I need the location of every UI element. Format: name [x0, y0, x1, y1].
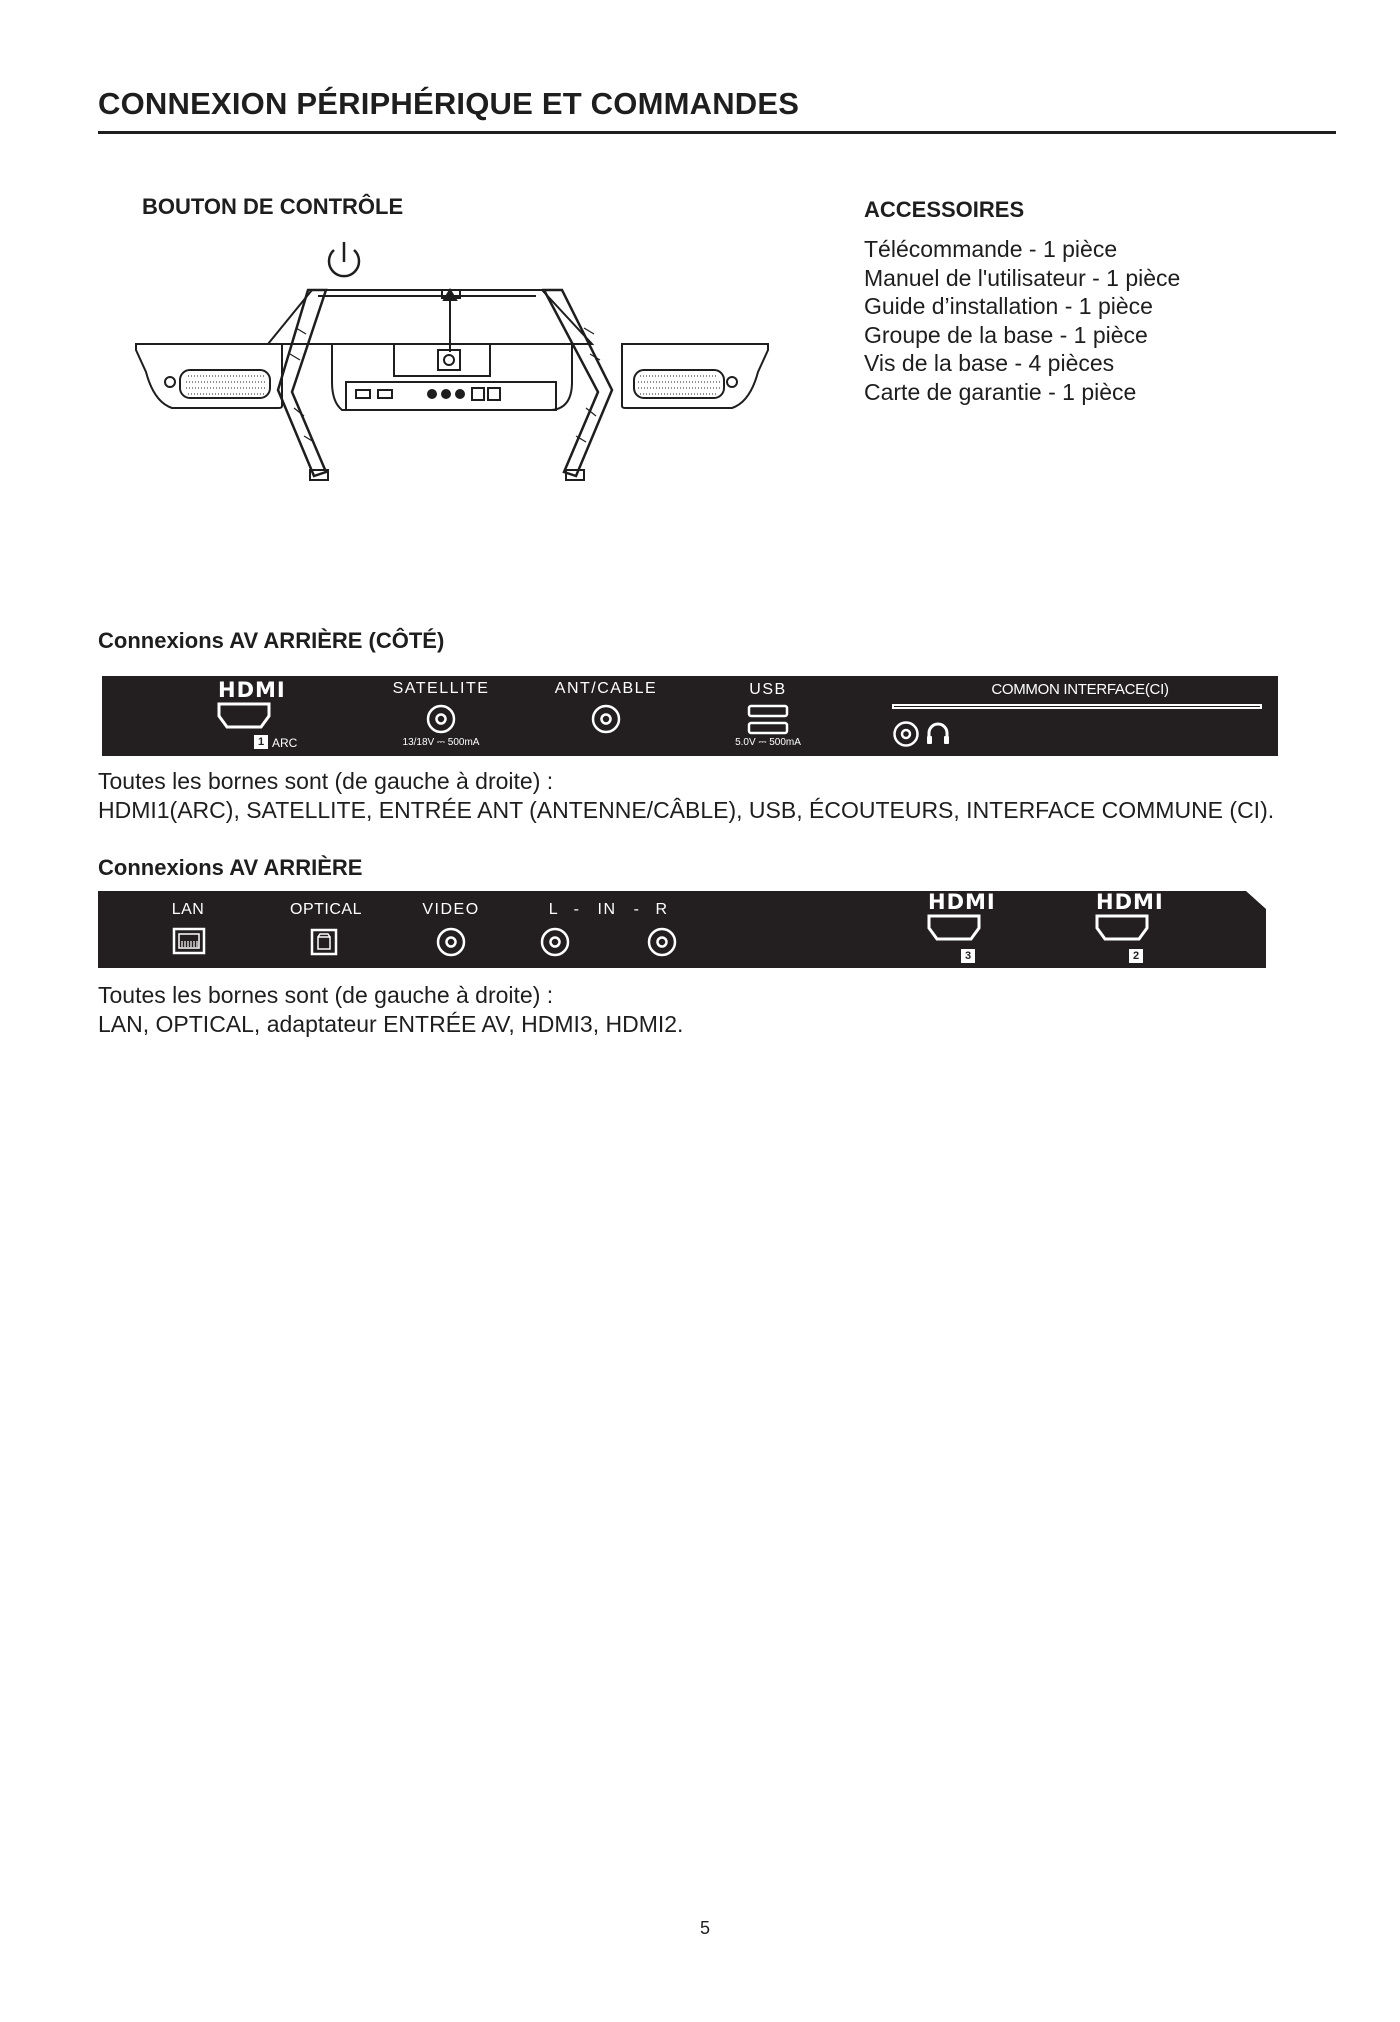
rear-connections-description	[98, 981, 1338, 1038]
hdmi-logo: HDMI	[218, 678, 286, 702]
ci-label: COMMON INTERFACE(CI)	[991, 681, 1169, 698]
lan-label: LAN	[171, 901, 205, 918]
accessories-list	[864, 235, 1180, 406]
rear-connections-heading: Connexions AV ARRIÈRE	[98, 855, 363, 880]
hdmi2-logo: HDMI	[1096, 890, 1164, 914]
hdmi3-port-icon	[926, 912, 982, 944]
control-button-heading: BOUTON DE CONTRÔLE	[142, 194, 404, 219]
optical-port-icon	[310, 928, 338, 956]
usb-label: USB	[749, 681, 787, 698]
audio-left-port-icon	[539, 926, 571, 958]
audio-in-label: IN	[597, 901, 617, 918]
tv-rear-illustration	[132, 232, 772, 484]
hdmi1-number: 1	[254, 735, 268, 749]
accessory-item: Guide d’installation - 1 pièce	[864, 293, 1153, 319]
hdmi1-port-icon	[216, 700, 272, 732]
hdmi2-number: 2	[1129, 949, 1143, 963]
accessory-item: Télécommande - 1 pièce	[864, 236, 1118, 262]
audio-dash: -	[573, 901, 581, 918]
audio-right-port-icon	[646, 926, 678, 958]
audio-dash: -	[633, 901, 641, 918]
side-description-list: HDMI1(ARC), SATELLITE, ENTRÉE ANT (ANTENNE/CÂBLE), USB, ÉCOUTEURS, INTERFACE COMMUNE (CI).	[98, 796, 1275, 823]
audio-right-label: R	[655, 901, 669, 918]
rear-connector-panel	[98, 891, 1268, 968]
ci-slot	[892, 704, 1262, 709]
headphone-jack-icon	[895, 723, 918, 746]
video-label: VIDEO	[422, 901, 480, 918]
satellite-label: SATELLITE	[392, 680, 490, 697]
usb-spec: 5.0V ⎓ 500mA	[735, 737, 801, 748]
ant-cable-label: ANT/CABLE	[554, 680, 658, 697]
ant-cable-port-icon	[590, 703, 622, 735]
side-connections-description	[98, 767, 1338, 824]
rear-description-intro: Toutes les bornes sont (de gauche à droite) :	[98, 982, 554, 1008]
page-number: 5	[699, 1918, 710, 1938]
lan-port-icon	[172, 927, 206, 955]
accessory-item: Groupe de la base - 1 pièce	[864, 321, 1148, 348]
accessory-item: Carte de garantie - 1 pièce	[864, 378, 1137, 405]
usb-port-icon	[747, 704, 789, 736]
side-connections-heading: Connexions AV ARRIÈRE (CÔTÉ)	[98, 628, 445, 653]
optical-label: OPTICAL	[290, 901, 362, 918]
title-divider	[98, 131, 1336, 134]
accessories-heading: ACCESSOIRES	[864, 197, 1025, 222]
rear-description-list: LAN, OPTICAL, adaptateur ENTRÉE AV, HDMI3, HDMI2.	[98, 1010, 684, 1037]
hdmi1-arc-label: ARC	[272, 736, 298, 750]
side-description-intro: Toutes les bornes sont (de gauche à droite) :	[98, 768, 554, 794]
accessory-item: Manuel de l'utilisateur - 1 pièce	[864, 264, 1181, 291]
hdmi3-logo: HDMI	[928, 890, 996, 914]
headphones-icon	[927, 724, 949, 744]
satellite-port-icon	[425, 703, 457, 735]
page-title: CONNEXION PÉRIPHÉRIQUE ET COMMANDES	[98, 86, 800, 121]
video-port-icon	[435, 926, 467, 958]
power-icon	[329, 242, 359, 276]
hdmi2-port-icon	[1094, 912, 1150, 944]
accessory-item: Vis de la base - 4 pièces	[864, 350, 1115, 376]
headphone-port-icons	[892, 720, 956, 748]
side-connector-panel	[102, 676, 1278, 756]
hdmi3-number: 3	[961, 949, 975, 963]
audio-left-label: L	[548, 901, 560, 918]
satellite-spec: 13/18V ⎓ 500mA	[402, 737, 480, 748]
